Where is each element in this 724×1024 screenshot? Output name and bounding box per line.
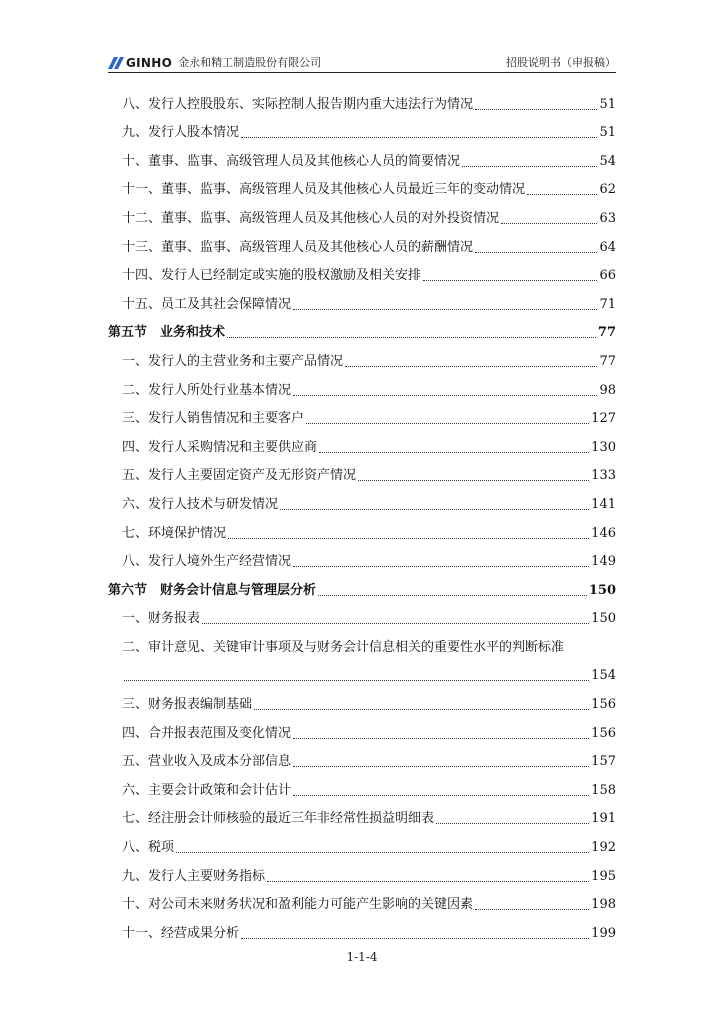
toc-entry[interactable] [108, 370, 616, 399]
page-number: 1-1-4 [346, 950, 378, 964]
toc-entry-page: 157 [591, 754, 616, 770]
toc-entry[interactable] [108, 542, 616, 571]
toc-entry-title: 一、发行人的主营业务和主要产品情况 [122, 353, 344, 369]
toc-entry-title: 八、发行人控股股东、实际控制人报告期内重大违法行为情况 [122, 96, 474, 112]
toc-entry-page: 77 [597, 325, 616, 341]
dot-leader [293, 738, 589, 739]
dot-leader [241, 938, 589, 939]
dot-leader [475, 252, 597, 253]
toc-entry-page: 158 [591, 782, 616, 798]
dot-leader [475, 109, 597, 110]
toc-entry-page: 62 [599, 182, 616, 198]
toc-entry-page: 192 [591, 840, 616, 856]
toc-entry-page: 150 [588, 582, 616, 598]
logo-mark-icon [108, 57, 124, 69]
toc-entry-page: 156 [591, 725, 616, 741]
page-header [108, 50, 616, 73]
toc-entry[interactable] [108, 713, 616, 742]
toc-entry-title: 三、发行人销售情况和主要客户 [122, 411, 305, 427]
toc-section-entry[interactable] [108, 570, 616, 599]
toc-entry[interactable] [108, 799, 616, 828]
dot-leader [202, 623, 589, 624]
dot-leader [319, 452, 589, 453]
toc-entry[interactable] [108, 399, 616, 428]
toc-entry[interactable] [108, 742, 616, 771]
dot-leader [527, 194, 597, 195]
dot-leader [436, 823, 589, 824]
toc-entry[interactable] [108, 484, 616, 513]
toc-entry[interactable] [108, 284, 616, 313]
dot-leader [293, 766, 589, 767]
dot-leader [293, 395, 597, 396]
toc-entry-page: 149 [591, 554, 616, 570]
toc-entry[interactable] [108, 456, 616, 485]
toc-entry[interactable] [108, 341, 616, 370]
toc-entry-title: 四、合并报表范围及变化情况 [122, 725, 292, 741]
toc-entry[interactable] [108, 227, 616, 256]
toc-entry-page: 66 [599, 268, 616, 284]
toc-entry-title: 七、环境保护情况 [122, 525, 227, 541]
toc-entry-title: 九、发行人主要财务指标 [122, 868, 266, 884]
toc-entry-page: 195 [591, 868, 616, 884]
toc-entry-page: 191 [591, 811, 616, 827]
dot-leader [462, 166, 597, 167]
toc-entry-title: 五、营业收入及成本分部信息 [122, 754, 292, 770]
toc-entry[interactable] [108, 84, 616, 113]
dot-leader [358, 480, 589, 481]
toc-entry-title: 十、对公司未来财务状况和盈利能力可能产生影响的关键因素 [122, 897, 474, 913]
toc-entry-title: 七、经注册会计师核验的最近三年非经常性损益明细表 [122, 811, 435, 827]
toc-entry[interactable] [108, 856, 616, 885]
company-name: 金永和精工制造股份有限公司 [178, 56, 322, 69]
toc-entry-page: 199 [591, 925, 616, 941]
dot-leader [254, 709, 589, 710]
dot-leader [280, 509, 589, 510]
toc-entry[interactable] [108, 827, 616, 856]
dot-leader [306, 423, 589, 424]
toc-entry[interactable] [108, 599, 616, 628]
toc-entry-title: 五、发行人主要固定资产及无形资产情况 [122, 468, 357, 484]
toc-entry-page: 141 [591, 496, 616, 512]
toc-entry-page: 198 [591, 897, 616, 913]
toc-entry-page: 156 [591, 697, 616, 713]
toc-entry[interactable] [108, 427, 616, 456]
toc-entry[interactable] [108, 627, 616, 656]
toc-entry-title: 四、发行人采购情况和主要供应商 [122, 439, 318, 455]
toc-entry-title: 第六节 财务会计信息与管理层分析 [108, 582, 317, 598]
dot-leader [501, 223, 597, 224]
dot-leader [228, 538, 589, 539]
dot-leader [267, 881, 589, 882]
toc-entry-title: 九、发行人股本情况 [122, 125, 240, 141]
toc-entry-title: 三、财务报表编制基础 [122, 697, 253, 713]
dot-leader [475, 909, 589, 910]
toc-entry-title: 二、发行人所处行业基本情况 [122, 382, 292, 398]
toc-entry[interactable] [108, 170, 616, 199]
toc-entry[interactable] [108, 513, 616, 542]
dot-leader [293, 566, 589, 567]
dot-leader [293, 309, 597, 310]
dot-leader [124, 680, 589, 681]
toc-entry[interactable] [108, 256, 616, 285]
toc-entry-page: 133 [591, 468, 616, 484]
toc-entry-title: 八、税项 [122, 840, 175, 856]
toc-entry-page: 71 [599, 296, 616, 312]
toc-entry[interactable] [108, 770, 616, 799]
company-logo [108, 56, 172, 70]
toc-entry-page: 154 [591, 668, 616, 684]
toc-entry-title: 十四、发行人已经制定或实施的股权激励及相关安排 [122, 268, 422, 284]
toc-entry[interactable] [108, 141, 616, 170]
toc-entry-title: 十二、董事、监事、高级管理人员及其他核心人员的对外投资情况 [122, 210, 500, 226]
toc-entry-page: 77 [599, 353, 616, 369]
dot-leader [176, 852, 589, 853]
table-of-contents [108, 84, 616, 942]
toc-entry[interactable] [108, 913, 616, 942]
toc-entry-title: 十、董事、监事、高级管理人员及其他核心人员的简要情况 [122, 153, 461, 169]
toc-entry-page: 64 [599, 239, 616, 255]
toc-entry-title: 六、主要会计政策和会计估计 [122, 782, 292, 798]
toc-entry-page: 146 [591, 525, 616, 541]
toc-entry-page: 51 [599, 96, 616, 112]
toc-entry-page: 150 [591, 611, 616, 627]
toc-entry[interactable] [108, 113, 616, 142]
toc-entry-title: 一、财务报表 [122, 611, 201, 627]
toc-entry[interactable] [108, 684, 616, 713]
toc-entry-page: 54 [599, 153, 616, 169]
dot-leader [293, 795, 589, 796]
toc-entry-title: 十一、董事、监事、高级管理人员及其他核心人员最近三年的变动情况 [122, 182, 526, 198]
toc-entry[interactable] [108, 198, 616, 227]
toc-entry-page: 130 [591, 439, 616, 455]
dot-leader [318, 595, 587, 596]
dot-leader [345, 366, 597, 367]
toc-entry-page: 127 [591, 411, 616, 427]
toc-entry-title: 二、审计意见、关键审计事项及与财务会计信息相关的重要性水平的判断标准 [122, 639, 565, 655]
toc-entry-title: 六、发行人技术与研发情况 [122, 496, 279, 512]
dot-leader [241, 137, 597, 138]
document-type: 招股说明书（申报稿） [506, 56, 616, 69]
toc-entry-title: 十三、董事、监事、高级管理人员及其他核心人员的薪酬情况 [122, 239, 474, 255]
toc-entry-title: 十五、员工及其社会保障情况 [122, 296, 292, 312]
toc-entry-title: 十一、经营成果分析 [122, 925, 240, 941]
toc-entry-title: 第五节 业务和技术 [108, 325, 226, 341]
toc-entry[interactable] [108, 885, 616, 914]
toc-entry-page: 51 [599, 125, 616, 141]
logo-text: GINHO [126, 56, 173, 70]
toc-entry-title: 八、发行人境外生产经营情况 [122, 554, 292, 570]
dot-leader [227, 337, 596, 338]
toc-entry[interactable] [108, 656, 616, 685]
dot-leader [423, 280, 597, 281]
toc-entry-page: 63 [599, 210, 616, 226]
toc-section-entry[interactable] [108, 313, 616, 342]
toc-entry-page: 98 [599, 382, 616, 398]
brand [108, 54, 321, 70]
